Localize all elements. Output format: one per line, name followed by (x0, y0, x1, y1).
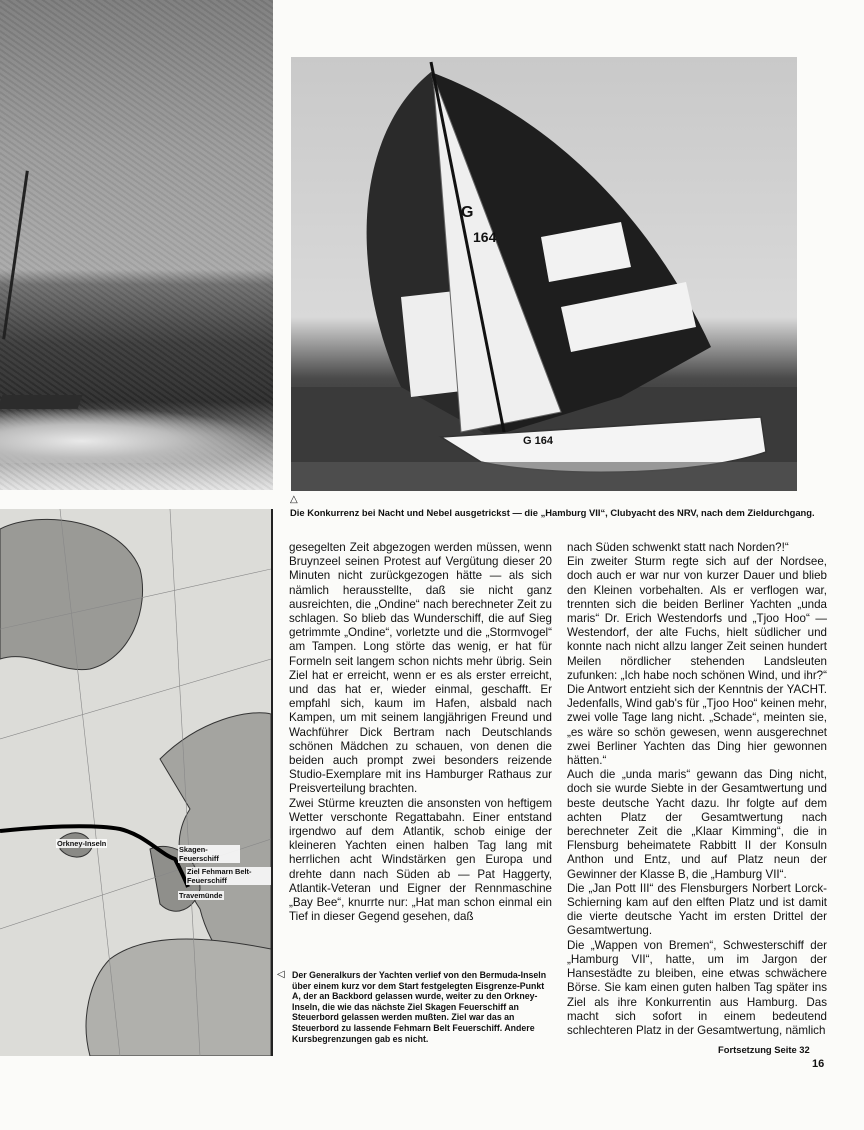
map-caption-text: Der Generalkurs der Yachten verlief von den Bermuda-Inseln über einem kurz vor dem Start festgelegten Eisgrenze-Punkt A, der an Backbord gelassen wurde, weiter zu den Orkney-Inseln, die wie das nächste Ziel Skagen Feuerschiff an Steuerbord gelassen werden mußten. Ziel war das an Steuerbord zu lassende Fehmarn Belt Feuerschiff. Andere Kursbegrenzungen gab es nicht. (292, 970, 547, 1044)
paragraph: Auch die „unda maris“ gewann das Ding nicht, doch sie wurde Siebte in der Gesamtwertung und beste deutsche Yacht dazu. Ihr folgte auf dem achten Platz der Gesamtwertung nach berechneter Zeit die „Klaar Kimming“, die in Flensburg beheimatete Rabbitt II der Konsuln Anthon und Entz, und auf Platz neun der Gewinner der Klasse B, die „Hamburg VII“. (567, 768, 827, 881)
photo-hamburg-vii (291, 57, 797, 491)
hull-number: G 164 (523, 435, 553, 447)
sea-foreground (291, 462, 797, 491)
paragraph: nach Süden schwenkt statt nach Norden?!“ (567, 541, 789, 554)
article-column-2 (567, 541, 827, 1038)
paragraph: Zwei Stürme kreuzten die ansonsten von heftigem Wetter verschonte Regattabahn. Einer entstand irgendwo auf dem Atlantik, schob einige der kleineren Yachten einen halben Tag lang mit herrlichen acht Windstärken gen Europa und drehte dann nach Süden ab — Pat Haggerty, Atlantik-Veteran und Eigner der Rennmaschine „Bay Bee“, knurrte nur: „Hat man schon einmal ein Tief in dieser Gegend gesehen, daß (289, 796, 552, 924)
map-label-skagen: Skagen-Feuerschiff (178, 845, 240, 863)
yacht-hull (0, 395, 83, 409)
course-map (0, 509, 273, 1056)
map-label-fehmarn: Ziel Fehmarn Belt-Feuerschiff (186, 867, 272, 885)
article-column-1 (289, 541, 552, 924)
bow-wake (0, 408, 273, 463)
sail-number: 164 (473, 229, 497, 245)
map-label-travemuende: Travemünde (179, 891, 223, 900)
photo-caption (290, 496, 826, 518)
paragraph: Die „Jan Pott III“ des Flensburgers Norbert Lorck-Schierning kam auf den elften Platz und ist damit die vierte deutsche Yacht im ersten Drittel der Gesamtwertung. (567, 881, 827, 938)
map-drawing (0, 509, 271, 1056)
yacht-illustration (291, 57, 797, 491)
photo-caption-text: Die Konkurrenz bei Nacht und Nebel ausgetrickst — die „Hamburg VII“, Clubyacht des NRV, nach dem Zieldurchgang. (290, 507, 815, 518)
page-number: 16 (812, 1058, 825, 1070)
sail-letter: G (461, 204, 474, 221)
triangle-left-icon: ◁ (277, 969, 285, 980)
map-label-orkney: Orkney-Inseln (57, 839, 107, 848)
paragraph: gesegelten Zeit abgezogen werden müssen, wenn Bruynzeel seinen Protest auf Vergütung dieser 20 Minuten nicht zurückgezogen hätte — als sich nämlich herausstellte, daß sie nicht ganz ausreichten, die „Ondine“ nach berechneter Zeit zu schlagen. So blieb das Wunderschiff, die auf Sieg getrimmte „Ondine“, vorletzte und die „Stormvogel“ am Tampen. Long störte das wenig, er hat für Formeln seit langem schon nichts mehr übrig. Sein Ziel hat er erreicht, wenn er es als erster erreicht, und das hat er, wieder einmal, geschafft. Er empfahl sich, kaum im Hafen, alsbald nach Kampen, um mit seinem langjährigen Freund und Wachführer Dick Bertram nach Deutschlands schönen Mädchen zu schauen, von denen die beiden auch prompt zwei besonders reizende Studio-Exemplare mit ins Hamburger Rathaus zur Preisverteilung brachten. (289, 541, 552, 796)
paragraph: Die „Wappen von Bremen“, Schwesterschiff der „Hamburg VII“, hatte, um im Jargon der Hansestädte zu bleiben, eine etwas schwächere Börse. Sie kam einen guten halben Tag später ins Ziel als ihre Konkurrentin aus Hamburg. Das macht sich sofort in einem bedeutend schlechteren Platz in der Gesamtwertung, nämlich (567, 938, 827, 1037)
photo-yacht-left (0, 0, 273, 490)
paragraph: Ein zweiter Sturm regte sich auf der Nordsee, doch auch er war nur von kurzer Dauer und blieb den Kleinen vorbehalten. Als er verflogen war, trennten sich die beiden Berliner Yachten „unda maris“ Dr. Erich Westendorfs und „Tjoo Hoo“ — Westendorf, der alte Fuchs, hielt südlicher und konnte nach nicht allzu langer Zeit seinen hundert Meilen nördlicher stehenden Landsleuten zufunken: „Ich habe noch schönen Wind, und ihr?“ Die Antwort entzieht sich der Kenntnis der YACHT. Jedenfalls, Wind gab's für „Tjoo Hoo“ keinen mehr, zwei volle Tage lang nicht. „Schade“, meinten sie, „es wäre so schön gewesen, wenn ausgerechnet zwei Berliner Yachten das Ding hier gewonnen hätten.“ (567, 555, 827, 768)
continuation-note: Fortsetzung Seite 32 (718, 1044, 810, 1055)
triangle-up-icon: △ (290, 494, 298, 505)
map-caption (277, 970, 552, 1044)
